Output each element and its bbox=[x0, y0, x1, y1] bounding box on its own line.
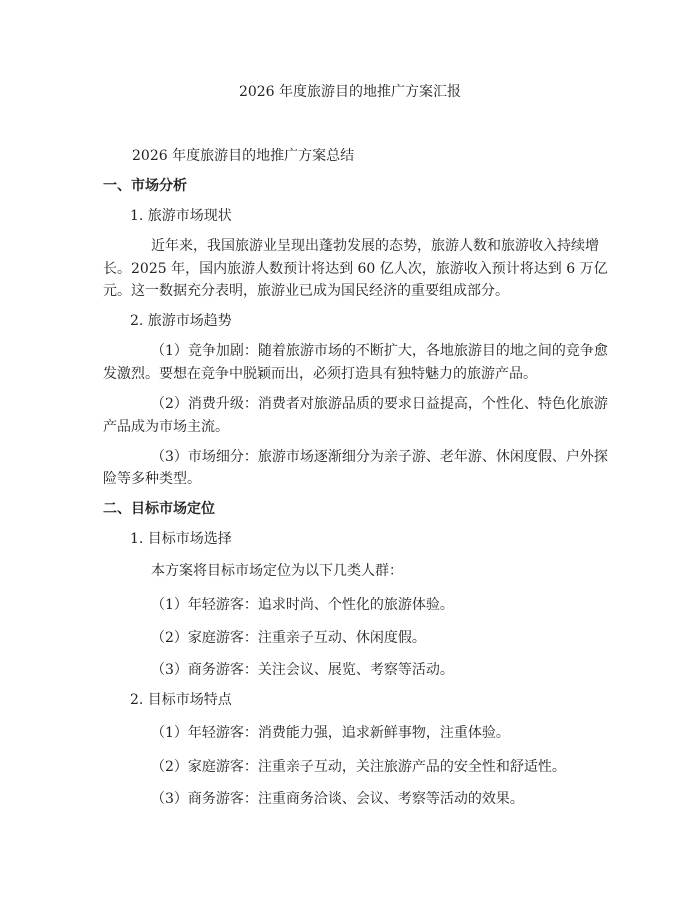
trend-item-2-line: （2）消费升级：消费者对旅游品质的要求日益提高，个性化、特色化旅游 bbox=[151, 396, 608, 412]
subheading-target-selection: 1. 目标市场选择 bbox=[130, 531, 232, 547]
paragraph-line: 元。这一数据充分表明，旅游业已成为国民经济的重要组成部分。 bbox=[103, 283, 509, 299]
trend-item-3-line: 险等多种类型。 bbox=[103, 471, 201, 487]
target-selection-line: （3）商务游客：关注会议、展览、考察等活动。 bbox=[151, 662, 454, 678]
target-selection-line: （2）家庭游客：注重亲子互动、休闲度假。 bbox=[151, 630, 426, 646]
target-selection-line: （1）年轻游客：追求时尚、个性化的旅游体验。 bbox=[151, 597, 454, 613]
trend-item-2-line: 产品成为市场主流。 bbox=[103, 419, 229, 435]
document-title: 2026 年度旅游目的地推广方案汇报 bbox=[238, 84, 462, 100]
subheading-target-characteristics: 2. 目标市场特点 bbox=[130, 692, 232, 708]
subheading-market-trends: 2. 旅游市场趋势 bbox=[130, 313, 232, 329]
trend-item-3-line: （3）市场细分：旅游市场逐渐细分为亲子游、老年游、休闲度假、户外探 bbox=[151, 449, 608, 465]
section-heading-target-market: 二、目标市场定位 bbox=[103, 501, 215, 517]
target-characteristic-line: （2）家庭游客：注重亲子互动，关注旅游产品的安全性和舒适性。 bbox=[151, 759, 566, 775]
target-characteristic-line: （1）年轻游客：消费能力强，追求新鲜事物，注重体验。 bbox=[151, 725, 510, 741]
paragraph-line: 长。2025 年，国内旅游人数预计将达到 60 亿人次，旅游收入预计将达到 6 万亿 bbox=[103, 261, 608, 277]
target-characteristic-line: （3）商务游客：注重商务洽谈、会议、考察等活动的效果。 bbox=[151, 791, 524, 807]
trend-item-1-line: 发激烈。要想在竞争中脱颖而出，必须打造具有独特魅力的旅游产品。 bbox=[103, 366, 537, 382]
section-heading-market-analysis: 一、市场分析 bbox=[103, 178, 187, 194]
target-selection-line: 本方案将目标市场定位为以下几类人群： bbox=[151, 563, 403, 579]
paragraph-line: 近年来，我国旅游业呈现出蓬勃发展的态势，旅游人数和旅游收入持续增 bbox=[151, 238, 599, 254]
document-subtitle: 2026 年度旅游目的地推广方案总结 bbox=[132, 148, 355, 164]
trend-item-1-line: （1）竞争加剧：随着旅游市场的不断扩大，各地旅游目的地之间的竞争愈 bbox=[151, 343, 608, 359]
subheading-market-status: 1. 旅游市场现状 bbox=[130, 208, 232, 224]
